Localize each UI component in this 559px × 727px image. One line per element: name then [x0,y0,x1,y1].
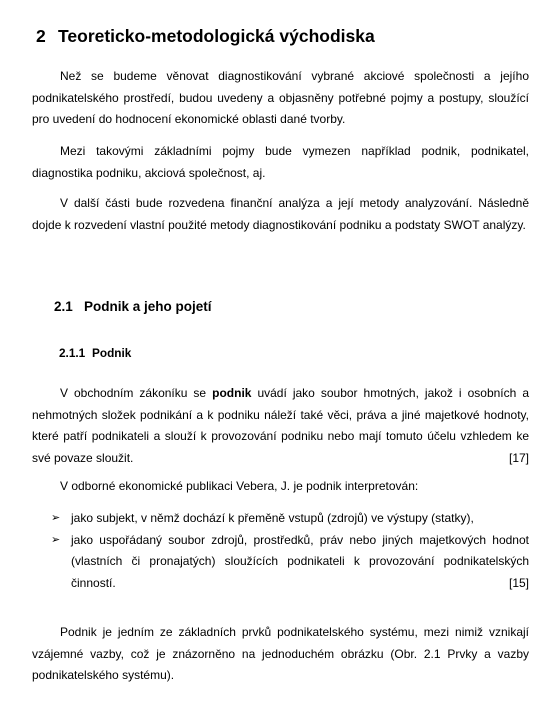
intro-paragraph-1: Než se budeme věnovat diagnostikování vybrané akciové společnosti a jejího podnikatelského prostředí, budou uvedeny a objasněny potřebné pojmy a postupy, sloužící pro uvedení do hodnocení ekonomické oblasti dané tvorby. [32,69,529,126]
interpretation-list [32,508,529,594]
list-item [32,508,529,530]
chapter-heading [36,26,375,47]
subsection-heading [59,346,131,360]
definition-text-after: uvádí jako soubor hmotných, jakož i osobních a nehmotných složek podnikání a k podniku náleží také věci, práva a jiné majetkové hodnoty, které patří podnikateli a slouží k provozování podniku nebo mají tomuto účelu vzhledem ke své povaze sloužit. [32,386,529,465]
vebera-intro-paragraph: V odborné ekonomické publikaci Vebera, J. je podnik interpretován: [60,479,419,493]
arrow-bullet-icon: ➢ [51,533,61,546]
list-item-text: jako subjekt, v němž dochází k přeměně vstupů (zdrojů) ve výstupy (statky), [71,511,474,525]
definition-bold-term: podnik [212,386,252,400]
definition-citation: [17] [508,450,529,465]
list-item-text: jako uspořádaný soubor zdrojů, prostředků, práv nebo jiných majetkových hodnot (vlastních či pronajatých) sloužících podnikateli k provozování podnikatelských činností. [71,532,529,590]
section-number: 2.1 [54,299,73,314]
definition-text-before: V obchodním zákoníku se [60,386,213,400]
closing-paragraph: Podnik je jedním ze základních prvků podnikatelského systému, mezi nimiž vznikají vzájemné vazby, což je znázorněno na jednoduchém obrázku (Obr. 2.1 Prvky a vazby podnikatelského systému). [32,625,529,682]
subsection-title: Podnik [92,346,132,360]
arrow-bullet-icon: ➢ [51,512,61,524]
section-heading [54,299,212,314]
intro-paragraph-2: Mezi takovými základními pojmy bude vymezen například podnik, podnikatel, diagnostika podniku, akciová společnost, aj. [32,144,529,180]
definition-paragraph [32,383,529,469]
subsection-number: 2.1.1 [59,346,86,360]
list-item [32,530,529,595]
chapter-title: Teoreticko-metodologická východiska [58,26,375,46]
chapter-number: 2 [36,26,46,46]
intro-paragraph-3: V další části bude rozvedena finanční analýza a její metody analyzování. Následně dojde k rozvedení vlastní použité metody diagnostikování podniku a podstaty SWOT analýzy. [32,196,529,232]
list-citation: [15] [508,575,529,590]
section-title: Podnik a jeho pojetí [84,299,212,314]
